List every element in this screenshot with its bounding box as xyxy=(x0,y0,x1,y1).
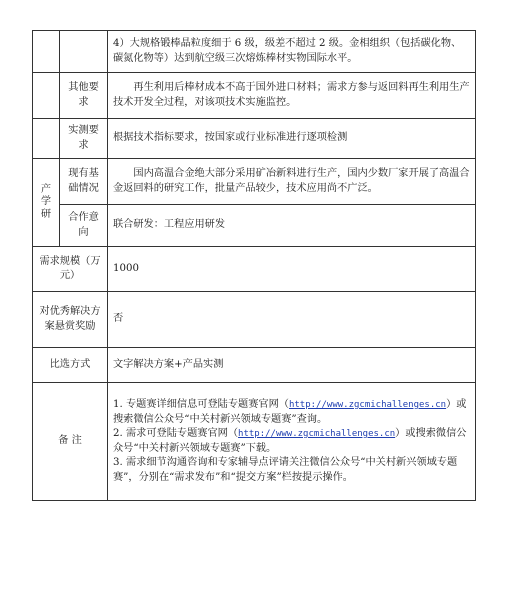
note-text: ）或搜索微信公众号“中关村新兴领域专题赛”下载。 xyxy=(113,428,467,454)
selection-method-value: 文字解决方案+产品实测 xyxy=(108,348,476,383)
selection-method-label: 比选方式 xyxy=(33,348,108,383)
empty-cell xyxy=(33,31,60,73)
row-selection-method xyxy=(33,348,476,383)
row-notes xyxy=(33,383,476,501)
cxy-group-label xyxy=(33,159,60,247)
row-test-requirements xyxy=(33,119,476,159)
row-reward xyxy=(33,292,476,348)
test-requirements-label: 实测要求 xyxy=(60,119,108,159)
row-existing-basis xyxy=(33,159,476,205)
empty-cell xyxy=(33,119,60,159)
note-item: 3. 需求细节沟通咨询和专家辅导点评请关注微信公众号“中关村新兴领域专题赛”，分别在“需求发布”和“提交方案”栏按提示操作。 xyxy=(113,457,458,483)
other-requirements-text: 再生利用后棒材成本不高于国外进口材料；需求方参与返回料再生利用生产技术开发全过程，对该项技术实施监控。 xyxy=(108,73,476,119)
empty-cell xyxy=(33,73,60,119)
official-site-link[interactable]: http://www.zgcmichallenges.cn xyxy=(288,400,447,410)
existing-basis-label: 现有基础情况 xyxy=(60,159,108,205)
cxy-char: 产 xyxy=(40,183,52,195)
other-requirements-label: 其他要求 xyxy=(60,73,108,119)
empty-cell xyxy=(60,31,108,73)
grain-spec-text: 4）大规格锻棒晶粒度细于 6 级，级差不超过 2 级。金相组织（包括碳化物、碳氮化物等）达到航空级三次熔炼棒材实物国际水平。 xyxy=(108,31,476,73)
test-requirements-text: 根据技术指标要求，按国家或行业标准进行逐项检测 xyxy=(108,119,476,159)
cxy-char: 研 xyxy=(40,208,52,220)
row-cooperation xyxy=(33,205,476,247)
note-item xyxy=(113,427,470,456)
cooperation-text: 联合研发：工程应用研发 xyxy=(108,205,476,247)
existing-basis-text: 国内高温合金绝大部分采用矿冶新料进行生产，国内少数厂家开展了高温合金返回料的研究工作，批量产品较少，技术应用尚不广泛。 xyxy=(108,159,476,205)
note-text: 1. 专题赛详细信息可登陆专题赛官网（ xyxy=(113,399,289,410)
row-grain-spec xyxy=(33,31,476,73)
reward-value: 否 xyxy=(108,292,476,348)
requirement-table xyxy=(32,30,476,501)
note-item xyxy=(113,398,470,427)
cxy-char: 学 xyxy=(40,196,52,208)
official-site-link[interactable]: http://www.zgcmichallenges.cn xyxy=(238,429,396,439)
cooperation-label: 合作意向 xyxy=(60,205,108,247)
notes-label: 备 注 xyxy=(33,383,108,501)
demand-scale-label: 需求规模（万元） xyxy=(33,247,108,292)
reward-label: 对优秀解决方案悬赏奖励 xyxy=(33,292,108,348)
notes-content xyxy=(108,383,476,501)
row-other-requirements xyxy=(33,73,476,119)
note-text: 2. 需求可登陆专题赛官网（ xyxy=(113,428,239,439)
row-demand-scale xyxy=(33,247,476,292)
demand-scale-value: 1000 xyxy=(108,247,476,292)
note-text: ）或搜索微信公众号“中关村新兴领域专题赛”查询。 xyxy=(113,399,467,425)
